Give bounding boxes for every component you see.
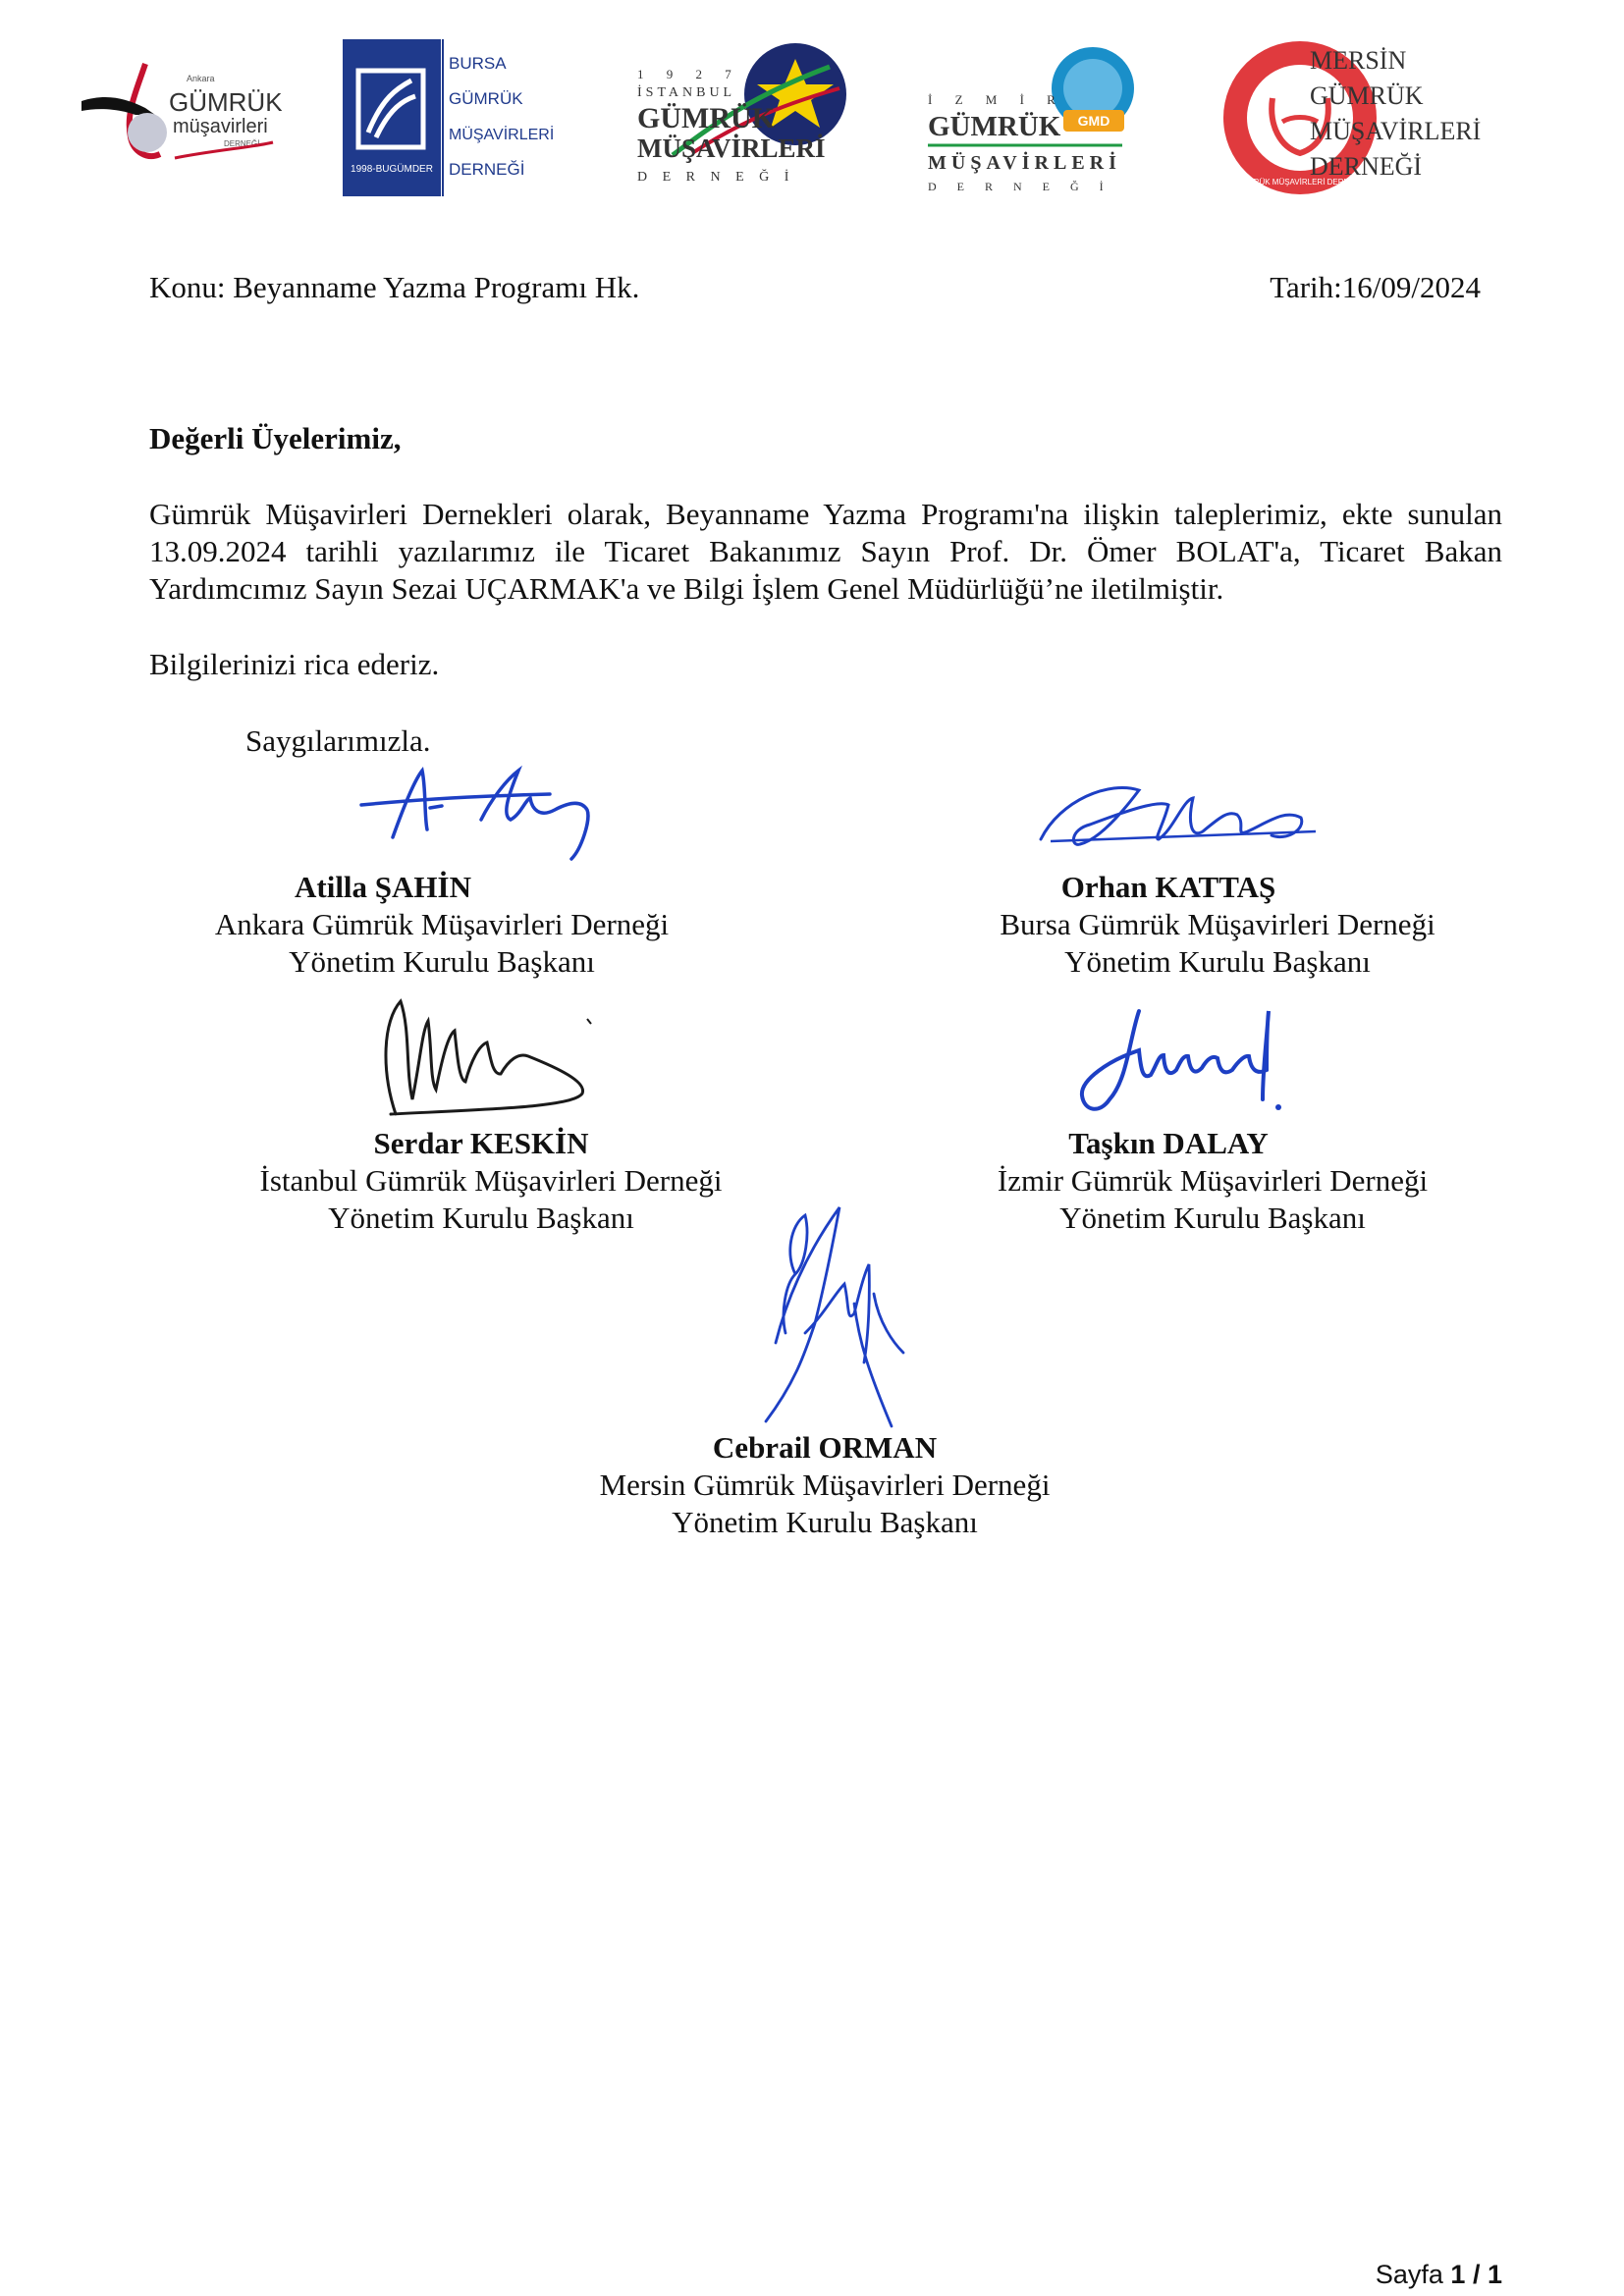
svg-text:GÜMRÜK: GÜMRÜK [637, 102, 775, 134]
subject-line: Konu: Beyanname Yazma Programı Hk. [149, 270, 640, 304]
svg-text:GMD: GMD [1077, 113, 1110, 129]
body-paragraph: Gümrük Müşavirleri Dernekleri olarak, Beyanname Yazma Programı'na ilişkin taleplerimiz, ekte sunulan 13.09.2024 tarihli yazılarımız ile Ticaret Bakanımız Sayın Prof. Dr. Ömer BOLAT'a, Ticaret Bakan Yardımcımız Sayın Sezai UÇARMAK'a ve Bilgi İşlem Genel Müdürlüğü’ne iletilmiştir. [149, 497, 1502, 606]
signature-taskin-dalay [1070, 1001, 1296, 1124]
signatory-name: Taşkın DALAY [1068, 1126, 1269, 1160]
signatory-name: Cebrail ORMAN [712, 1430, 938, 1465]
closing-request: Bilgilerinizi rica ederiz. [149, 647, 440, 681]
signatory-istanbul [236, 1125, 746, 1237]
svg-text:GÜMRÜK: GÜMRÜK [928, 111, 1061, 142]
logo-bursa [343, 39, 555, 196]
svg-text:GÜMRÜK: GÜMRÜK [169, 87, 283, 117]
page-total: 1 [1487, 2260, 1502, 2289]
svg-text:D E R N E Ğ İ: D E R N E Ğ İ [928, 180, 1112, 193]
signatory-title: Yönetim Kurulu Başkanı [672, 1505, 978, 1539]
signatory-title: Yönetim Kurulu Başkanı [328, 1201, 634, 1235]
svg-text:DERNEĞİ: DERNEĞİ [449, 160, 525, 179]
svg-text:GÜMRÜK MÜŞAVİRLERİ DERNEĞİ MER: GÜMRÜK MÜŞAVİRLERİ DERNEĞİ MERSİN [1235, 178, 1396, 187]
page-current: 1 [1450, 2260, 1466, 2289]
svg-text:MÜŞAVİRLERİ: MÜŞAVİRLERİ [637, 133, 826, 163]
svg-text:MERSİN: MERSİN [1310, 46, 1407, 75]
svg-text:İ Z M İ R: İ Z M İ R [928, 92, 1065, 107]
page-label: Sayfa [1375, 2260, 1443, 2289]
page-separator: / [1472, 2260, 1481, 2289]
signatory-title: Yönetim Kurulu Başkanı [1059, 1201, 1366, 1235]
logo-izmir [926, 37, 1137, 194]
svg-text:1 9 2 7: 1 9 2 7 [637, 67, 741, 81]
signatory-org: İzmir Gümrük Müşavirleri Derneği [997, 1163, 1429, 1198]
signatory-title: Yönetim Kurulu Başkanı [289, 944, 595, 979]
logo-istanbul [633, 37, 859, 189]
signature-atilla-sahin [353, 761, 648, 869]
signatory-org: Ankara Gümrük Müşavirleri Derneği [214, 907, 670, 941]
svg-text:MÜŞAVİRLERİ: MÜŞAVİRLERİ [928, 152, 1121, 174]
svg-text:İSTANBUL: İSTANBUL [637, 85, 736, 100]
svg-text:D E R N E Ğ İ: D E R N E Ğ İ [637, 170, 795, 185]
signatory-org: Mersin Gümrük Müşavirleri Derneği [599, 1468, 1051, 1502]
svg-text:BURSA: BURSA [449, 54, 507, 73]
signature-serdar-keskin [371, 991, 597, 1124]
svg-text:1998-BUGÜMDER: 1998-BUGÜMDER [351, 164, 433, 175]
signatory-name: Atilla ŞAHİN [295, 870, 471, 904]
signatory-ankara [187, 869, 697, 981]
signatory-org: İstanbul Gümrük Müşavirleri Derneği [259, 1163, 723, 1198]
salutation: Değerli Üyelerimiz, [149, 421, 402, 455]
signatory-bursa [962, 869, 1473, 981]
svg-text:DERNEĞİ: DERNEĞİ [1310, 152, 1423, 181]
logo-ankara [77, 54, 283, 172]
svg-text:müşavirleri: müşavirleri [173, 116, 268, 137]
svg-text:MÜŞAVİRLERİ: MÜŞAVİRLERİ [1310, 117, 1482, 145]
signatory-name: Orhan KATTAŞ [1060, 870, 1276, 904]
date-line: Tarih:16/09/2024 [1270, 270, 1481, 304]
svg-text:GÜMRÜK: GÜMRÜK [1310, 81, 1424, 110]
closing: Saygılarımızla. [245, 723, 431, 758]
logo-mersin [1221, 37, 1482, 199]
signature-orhan-kattas [1031, 771, 1326, 869]
signatory-mersin [569, 1429, 1080, 1541]
signatory-izmir [957, 1125, 1468, 1237]
page-number [1376, 2260, 1502, 2290]
svg-text:DERNEĞİ: DERNEĞİ [224, 139, 260, 148]
svg-text:MÜŞAVİRLERİ: MÜŞAVİRLERİ [449, 127, 555, 143]
signatory-name: Serdar KESKİN [373, 1126, 589, 1160]
svg-text:Ankara: Ankara [187, 74, 215, 83]
signatory-org: Bursa Gümrük Müşavirleri Derneği [1000, 907, 1435, 941]
signatory-title: Yönetim Kurulu Başkanı [1064, 944, 1371, 979]
svg-text:GÜMRÜK: GÜMRÜK [449, 89, 523, 108]
signature-cebrail-orman [746, 1196, 943, 1431]
